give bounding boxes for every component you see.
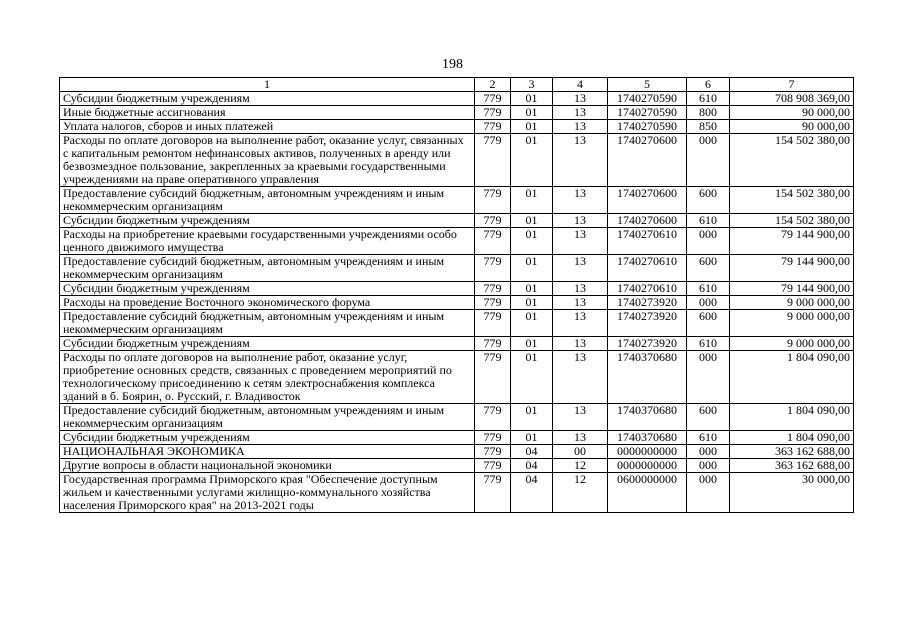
row-name-cell: Предоставление субсидий бюджетным, автономным учреждениям и иным некоммерческим организациям: [60, 255, 475, 282]
column-header: 2: [475, 78, 511, 92]
ministry-code-cell: 779: [475, 431, 511, 445]
ministry-code-cell: 779: [475, 445, 511, 459]
target-item-code-cell: 1740370680: [608, 351, 687, 404]
column-header: 4: [553, 78, 608, 92]
amount-cell: 1 804 090,00: [730, 404, 854, 431]
target-item-code-cell: 0000000000: [608, 459, 687, 473]
target-item-code-cell: 1740270600: [608, 187, 687, 214]
amount-cell: 363 162 688,00: [730, 445, 854, 459]
section-code-cell: 01: [511, 296, 553, 310]
target-item-code-cell: 1740273920: [608, 310, 687, 337]
amount-cell: 79 144 900,00: [730, 255, 854, 282]
row-name-cell: Расходы на проведение Восточного экономического форума: [60, 296, 475, 310]
section-code-cell: 04: [511, 459, 553, 473]
subsection-code-cell: 13: [553, 228, 608, 255]
target-item-code-cell: 0000000000: [608, 445, 687, 459]
table-body: [60, 92, 854, 513]
amount-cell: 30 000,00: [730, 473, 854, 513]
table-header-row: [60, 78, 854, 92]
section-code-cell: 01: [511, 337, 553, 351]
subsection-code-cell: 12: [553, 459, 608, 473]
column-header: 1: [60, 78, 475, 92]
section-code-cell: 01: [511, 351, 553, 404]
ministry-code-cell: 779: [475, 228, 511, 255]
row-name-cell: Субсидии бюджетным учреждениям: [60, 92, 475, 106]
subsection-code-cell: 13: [553, 255, 608, 282]
amount-cell: 79 144 900,00: [730, 228, 854, 255]
table-row: [60, 187, 854, 214]
ministry-code-cell: 779: [475, 310, 511, 337]
row-name-cell: Субсидии бюджетным учреждениям: [60, 282, 475, 296]
table-row: [60, 228, 854, 255]
ministry-code-cell: 779: [475, 187, 511, 214]
target-item-code-cell: 1740270590: [608, 92, 687, 106]
expense-type-code-cell: 000: [687, 351, 730, 404]
subsection-code-cell: 13: [553, 92, 608, 106]
ministry-code-cell: 779: [475, 337, 511, 351]
expense-type-code-cell: 800: [687, 106, 730, 120]
row-name-cell: Предоставление субсидий бюджетным, автономным учреждениям и иным некоммерческим организациям: [60, 310, 475, 337]
amount-cell: 1 804 090,00: [730, 431, 854, 445]
page-number: 198: [442, 57, 463, 72]
table-row: [60, 296, 854, 310]
ministry-code-cell: 779: [475, 214, 511, 228]
ministry-code-cell: 779: [475, 351, 511, 404]
expense-type-code-cell: 610: [687, 431, 730, 445]
column-header: 5: [608, 78, 687, 92]
target-item-code-cell: 1740273920: [608, 296, 687, 310]
expense-type-code-cell: 000: [687, 134, 730, 187]
section-code-cell: 01: [511, 92, 553, 106]
row-name-cell: Субсидии бюджетным учреждениям: [60, 214, 475, 228]
subsection-code-cell: 13: [553, 404, 608, 431]
column-header: 6: [687, 78, 730, 92]
section-code-cell: 04: [511, 473, 553, 513]
row-name-cell: Уплата налогов, сборов и иных платежей: [60, 120, 475, 134]
table-row: [60, 255, 854, 282]
ministry-code-cell: 779: [475, 404, 511, 431]
ministry-code-cell: 779: [475, 120, 511, 134]
expense-type-code-cell: 610: [687, 92, 730, 106]
amount-cell: 79 144 900,00: [730, 282, 854, 296]
table-row: [60, 310, 854, 337]
section-code-cell: 01: [511, 255, 553, 282]
expense-type-code-cell: 000: [687, 459, 730, 473]
ministry-code-cell: 779: [475, 255, 511, 282]
amount-cell: 90 000,00: [730, 120, 854, 134]
subsection-code-cell: 13: [553, 431, 608, 445]
table-row: [60, 134, 854, 187]
ministry-code-cell: 779: [475, 134, 511, 187]
target-item-code-cell: 1740270590: [608, 120, 687, 134]
expense-type-code-cell: 610: [687, 214, 730, 228]
amount-cell: 9 000 000,00: [730, 296, 854, 310]
target-item-code-cell: 1740270610: [608, 228, 687, 255]
amount-cell: 708 908 369,00: [730, 92, 854, 106]
section-code-cell: 01: [511, 187, 553, 214]
subsection-code-cell: 13: [553, 282, 608, 296]
subsection-code-cell: 00: [553, 445, 608, 459]
row-name-cell: Субсидии бюджетным учреждениям: [60, 431, 475, 445]
ministry-code-cell: 779: [475, 92, 511, 106]
expense-type-code-cell: 600: [687, 310, 730, 337]
section-code-cell: 01: [511, 228, 553, 255]
target-item-code-cell: 1740270610: [608, 282, 687, 296]
ministry-code-cell: 779: [475, 296, 511, 310]
expense-type-code-cell: 000: [687, 473, 730, 513]
subsection-code-cell: 12: [553, 473, 608, 513]
subsection-code-cell: 13: [553, 106, 608, 120]
amount-cell: 154 502 380,00: [730, 134, 854, 187]
budget-table: [59, 77, 854, 513]
table-row: [60, 120, 854, 134]
expense-type-code-cell: 000: [687, 228, 730, 255]
table-row: [60, 92, 854, 106]
section-code-cell: 01: [511, 282, 553, 296]
row-name-cell: Иные бюджетные ассигнования: [60, 106, 475, 120]
section-code-cell: 04: [511, 445, 553, 459]
section-code-cell: 01: [511, 404, 553, 431]
subsection-code-cell: 13: [553, 296, 608, 310]
ministry-code-cell: 779: [475, 459, 511, 473]
section-code-cell: 01: [511, 310, 553, 337]
section-code-cell: 01: [511, 431, 553, 445]
expense-type-code-cell: 000: [687, 296, 730, 310]
expense-type-code-cell: 610: [687, 337, 730, 351]
expense-type-code-cell: 600: [687, 255, 730, 282]
target-item-code-cell: 1740270610: [608, 255, 687, 282]
section-code-cell: 01: [511, 120, 553, 134]
table-row: [60, 459, 854, 473]
target-item-code-cell: 1740370680: [608, 404, 687, 431]
target-item-code-cell: 1740270600: [608, 134, 687, 187]
table-row: [60, 106, 854, 120]
row-name-cell: Расходы на приобретение краевыми государственными учреждениями особо ценного движимого имущества: [60, 228, 475, 255]
row-name-cell: Субсидии бюджетным учреждениям: [60, 337, 475, 351]
table-row: [60, 404, 854, 431]
row-name-cell: Государственная программа Приморского края "Обеспечение доступным жильем и качественными услугами жилищно-коммунального хозяйства населения Приморского края" на 2013-2021 годы: [60, 473, 475, 513]
row-name-cell: Предоставление субсидий бюджетным, автономным учреждениям и иным некоммерческим организациям: [60, 404, 475, 431]
subsection-code-cell: 13: [553, 337, 608, 351]
target-item-code-cell: 0600000000: [608, 473, 687, 513]
section-code-cell: 01: [511, 214, 553, 228]
section-code-cell: 01: [511, 134, 553, 187]
expense-type-code-cell: 600: [687, 404, 730, 431]
target-item-code-cell: 1740370680: [608, 431, 687, 445]
expense-type-code-cell: 600: [687, 187, 730, 214]
subsection-code-cell: 13: [553, 120, 608, 134]
table-row: [60, 431, 854, 445]
ministry-code-cell: 779: [475, 282, 511, 296]
row-name-cell: Другие вопросы в области национальной экономики: [60, 459, 475, 473]
subsection-code-cell: 13: [553, 310, 608, 337]
target-item-code-cell: 1740270600: [608, 214, 687, 228]
expense-type-code-cell: 000: [687, 445, 730, 459]
table-row: [60, 337, 854, 351]
table-row: [60, 214, 854, 228]
column-header: 7: [730, 78, 854, 92]
ministry-code-cell: 779: [475, 106, 511, 120]
column-header: 3: [511, 78, 553, 92]
table-row: [60, 282, 854, 296]
subsection-code-cell: 13: [553, 351, 608, 404]
expense-type-code-cell: 610: [687, 282, 730, 296]
amount-cell: 90 000,00: [730, 106, 854, 120]
row-name-cell: Расходы по оплате договоров на выполнение работ, оказание услуг, приобретение основных средств, связанных с проведением мероприятий по технологическому присоединению к сетям электроснабжения комплекса зданий в б. Боярин, о. Русский, г. Владивосток: [60, 351, 475, 404]
amount-cell: 363 162 688,00: [730, 459, 854, 473]
row-name-cell: Расходы по оплате договоров на выполнение работ, оказание услуг, связанных с капитальным ремонтом нефинансовых активов, полученных в аренду или безвозмездное пользование, закрепленных за краевыми государственными учреждениями на праве оперативного управления: [60, 134, 475, 187]
target-item-code-cell: 1740270590: [608, 106, 687, 120]
amount-cell: 9 000 000,00: [730, 337, 854, 351]
amount-cell: 1 804 090,00: [730, 351, 854, 404]
amount-cell: 154 502 380,00: [730, 214, 854, 228]
row-name-cell: Предоставление субсидий бюджетным, автономным учреждениям и иным некоммерческим организациям: [60, 187, 475, 214]
section-code-cell: 01: [511, 106, 553, 120]
amount-cell: 9 000 000,00: [730, 310, 854, 337]
row-name-cell: НАЦИОНАЛЬНАЯ ЭКОНОМИКА: [60, 445, 475, 459]
subsection-code-cell: 13: [553, 187, 608, 214]
subsection-code-cell: 13: [553, 214, 608, 228]
target-item-code-cell: 1740273920: [608, 337, 687, 351]
amount-cell: 154 502 380,00: [730, 187, 854, 214]
table-row: [60, 445, 854, 459]
subsection-code-cell: 13: [553, 134, 608, 187]
table-row: [60, 351, 854, 404]
expense-type-code-cell: 850: [687, 120, 730, 134]
ministry-code-cell: 779: [475, 473, 511, 513]
table-row: [60, 473, 854, 513]
